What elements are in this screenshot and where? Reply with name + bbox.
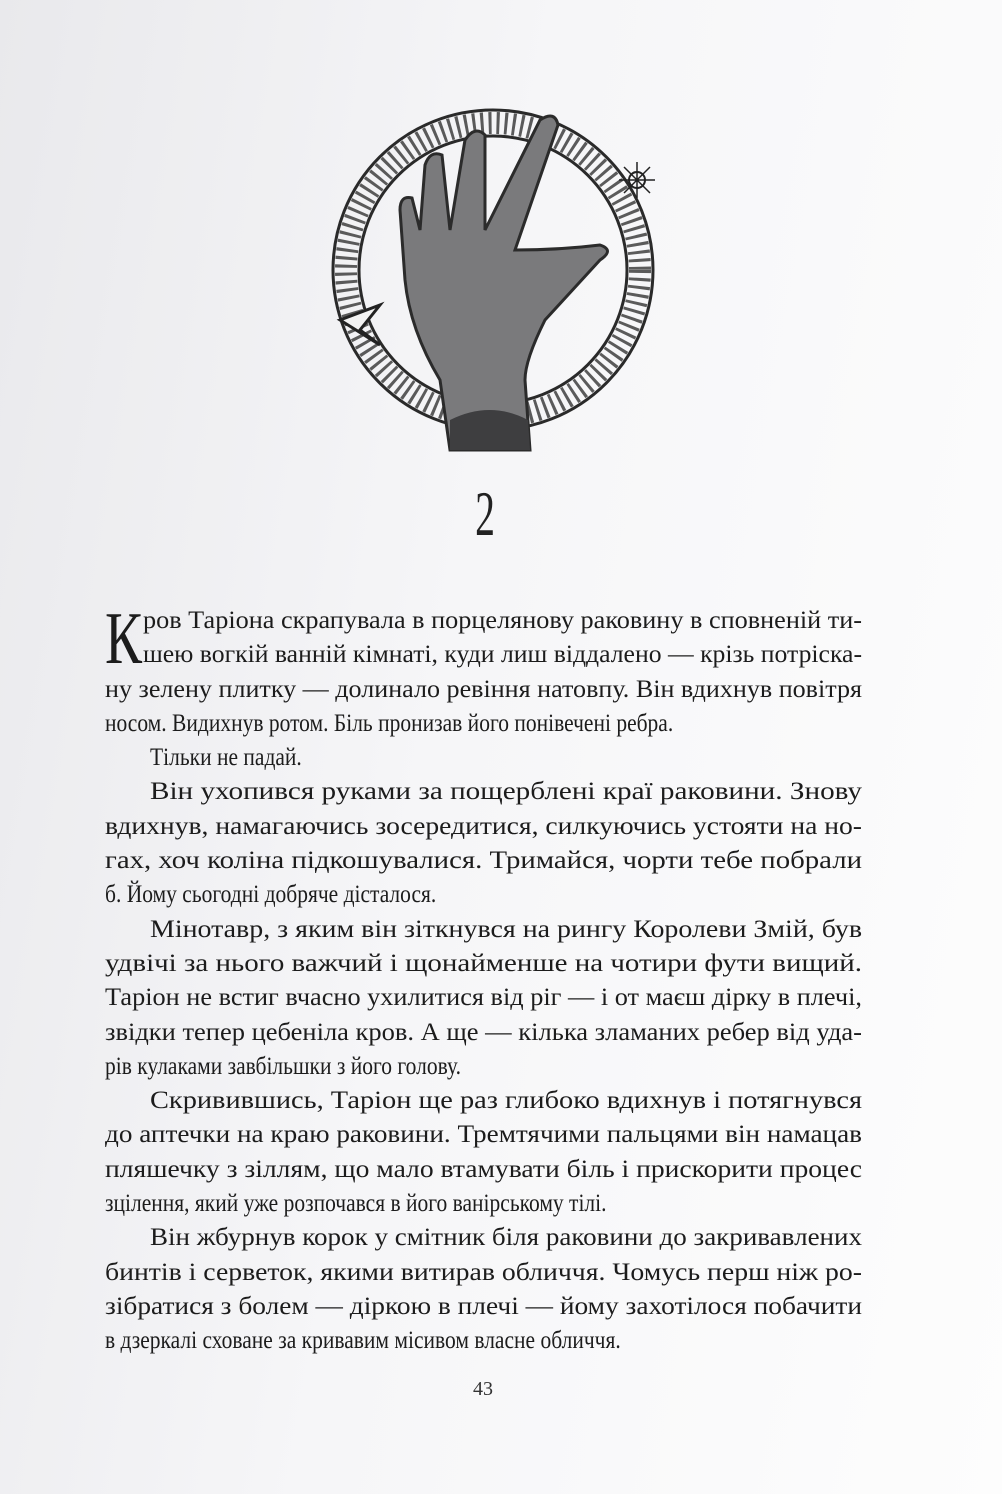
text-line-content: гах, хоч коліна підкошувалися. Тримайся, чорти тебе побрали [105, 847, 862, 875]
text-line-content: зцілення, який уже розпочався в його ванірському тілі. [105, 1190, 607, 1218]
page-number: 43 [473, 1378, 493, 1400]
sun-symbol-icon [619, 162, 655, 198]
text-line-content: Таріон не встиг вчасно ухилитися від ріг — і от маєш дірку в плечі, [105, 984, 862, 1012]
chapter-illustration-hand-in-ring [300, 80, 690, 480]
text-line [105, 604, 862, 638]
text-line [105, 1084, 862, 1118]
text-line [105, 981, 862, 1015]
text-line-content: зібратися з болем — діркою в плечі — йому захотілося побачити [105, 1292, 862, 1320]
text-line-content: Він жбурнув корок у смітник біля раковини до закривавлених [150, 1224, 862, 1252]
text-line [105, 1256, 862, 1290]
text-line [105, 947, 862, 981]
text-line [105, 673, 862, 707]
text-line-content: Скривившись, Таріон ще раз глибоко вдихнув і потягнувся [150, 1087, 862, 1115]
text-line-content: Тільки не падай. [150, 744, 302, 772]
text-line [105, 1118, 862, 1152]
body-text [105, 598, 863, 1359]
text-line-content: удвічі за нього важчий і щонайменше на чотири фути вищий. [105, 949, 862, 977]
drop-cap: К [105, 598, 143, 680]
text-line-content: в дзеркалі сховане за кривавим місивом власне обличчя. [105, 1327, 621, 1355]
text-line-content: до аптечки на краю раковини. Тремтячими пальцями він намацав [105, 1121, 862, 1149]
text-line-content: бинтів і серветок, якими витирав обличчя. Чомусь перш ніж ро- [105, 1258, 863, 1286]
text-line-content: пляшечку з зіллям, що мало втамувати біль і прискорити процес [105, 1155, 863, 1183]
text-line [105, 810, 862, 844]
text-line-content: ну зелену плитку — долинало ревіння натовпу. Він вдихнув повітря [105, 675, 862, 703]
text-line [105, 1050, 862, 1084]
text-line [105, 913, 862, 947]
text-line-content: звідки тепер цебеніла кров. А ще — кілька зламаних ребер від уда- [105, 1018, 862, 1046]
text-line-content: рів кулаками завбільшки з його голову. [105, 1052, 461, 1080]
text-line-content: ров Таріона скрапувала в порцелянову раковину в сповненій ти- [143, 607, 862, 634]
text-line-content: шею вогкій ванній кімнаті, куди лиш віддалено — крізь потріска- [143, 641, 862, 669]
text-line [105, 844, 862, 878]
text-line [105, 1324, 862, 1358]
text-line [105, 1187, 862, 1221]
text-line [105, 775, 862, 809]
text-line [105, 1290, 862, 1324]
text-line-content: Він ухопився руками за пощерблені краї раковини. Знову [150, 778, 862, 806]
text-line-content: носом. Видихнув ротом. Біль пронизав його понівечені ребра. [105, 709, 674, 737]
text-line-content: б. Йому сьогодні добряче дісталося. [105, 881, 437, 909]
text-line-content: Мінотавр, з яким він зіткнувся на рингу Королеви Змій, був [150, 915, 862, 943]
text-line [105, 741, 862, 775]
text-line [105, 878, 862, 912]
text-line [105, 638, 862, 672]
text-line [105, 1153, 862, 1187]
text-line-content: вдихнув, намагаючись зосередитися, силкуючись устояти на но- [105, 812, 862, 840]
chapter-number: 2 [475, 478, 495, 549]
text-line [105, 707, 862, 741]
text-line [105, 1221, 862, 1255]
text-line [105, 1016, 862, 1050]
